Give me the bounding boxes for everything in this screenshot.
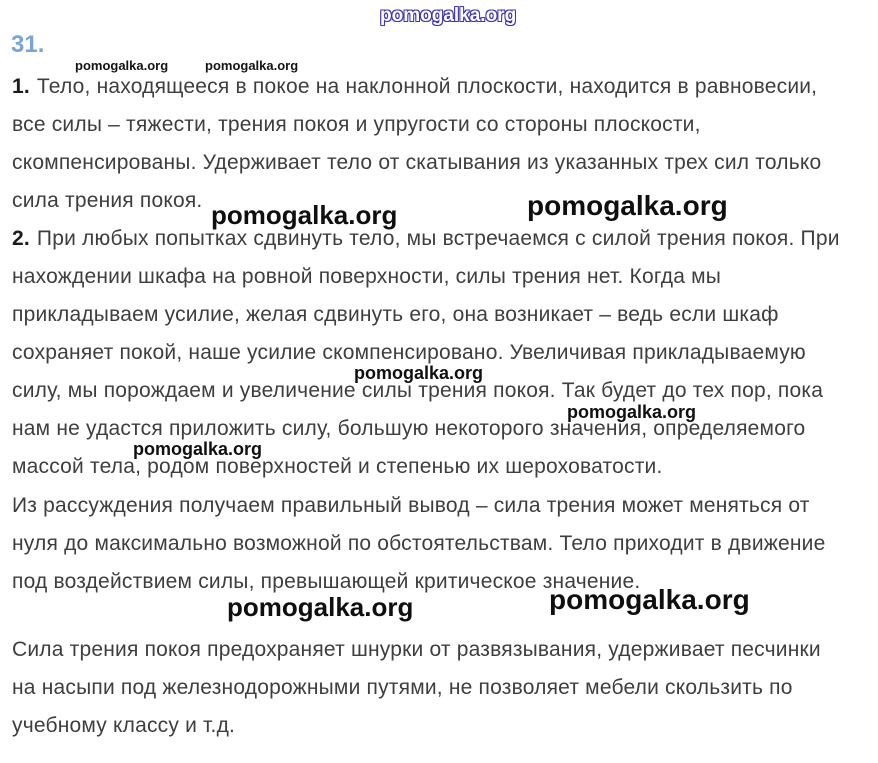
watermark-medium-3: pomogalka.org [133,439,263,459]
text-line: нам не удастся приложить силу, большую некоторого значения, определяемого [12,417,806,440]
text-line: учебному классу и т.д. [12,714,236,737]
text-line: Из рассуждения получаем правильный вывод – сила трения может меняться от [12,494,810,517]
paragraph-number: 1. [12,75,30,98]
text-line: скомпенсированы. Удерживает тело от скатывания из указанных трех сил только [12,151,822,174]
text-line-content: Тело, находящееся в покое на наклонной плоскости, находится в равновесии, [36,75,818,98]
text-line [12,227,840,251]
text-line: нуля до максимально возможной по обстоятельствам. Тело приходит в движение [12,532,826,555]
text-line: все силы – тяжести, трения покоя и упругости со стороны плоскости, [12,113,701,136]
watermark-large-1: pomogalka.org [211,200,398,230]
text-line: силу, мы порождаем и увеличение силы трения покоя. Так будет до тех пор, пока [12,379,824,402]
text-line: нахождении шкафа на ровной поверхности, силы трения нет. Когда мы [12,265,722,288]
watermark-large-4: pomogalka.org [549,584,750,615]
watermark-medium-1: pomogalka.org [354,363,484,383]
text-line: Сила трения покоя предохраняет шнурки от развязывания, удерживает песчинки [12,638,821,661]
watermark-outline-top: pomogalka.org [380,5,517,26]
text-line: сила трения покоя. [12,189,203,212]
item-number: 31. [11,31,45,58]
paragraph-number: 2. [12,227,30,250]
text-line: под воздействием силы, превышающей критическое значение. [12,570,641,593]
text-line-content: При любых попытках сдвинуть тело, мы встречаемся с силой трения покоя. При [36,227,840,250]
watermark-medium-2: pomogalka.org [567,402,697,422]
watermark-large-3: pomogalka.org [227,592,414,622]
text-line: на насыпи под железнодорожными путями, не позволяет мебели скользить по [12,676,793,699]
text-line [12,75,817,99]
text-line: сохраняет покой, наше усилие скомпенсировано. Увеличивая прикладываемую [12,341,806,364]
text-line: прикладываем усилие, желая сдвинуть его, она возникает – ведь если шкаф [12,303,779,326]
text-line: массой тела, родом поверхностей и степенью их шероховатости. [12,455,663,478]
watermark-large-2: pomogalka.org [527,190,728,221]
watermark-small-2: pomogalka.org [205,58,299,73]
watermark-small-1: pomogalka.org [75,58,169,73]
